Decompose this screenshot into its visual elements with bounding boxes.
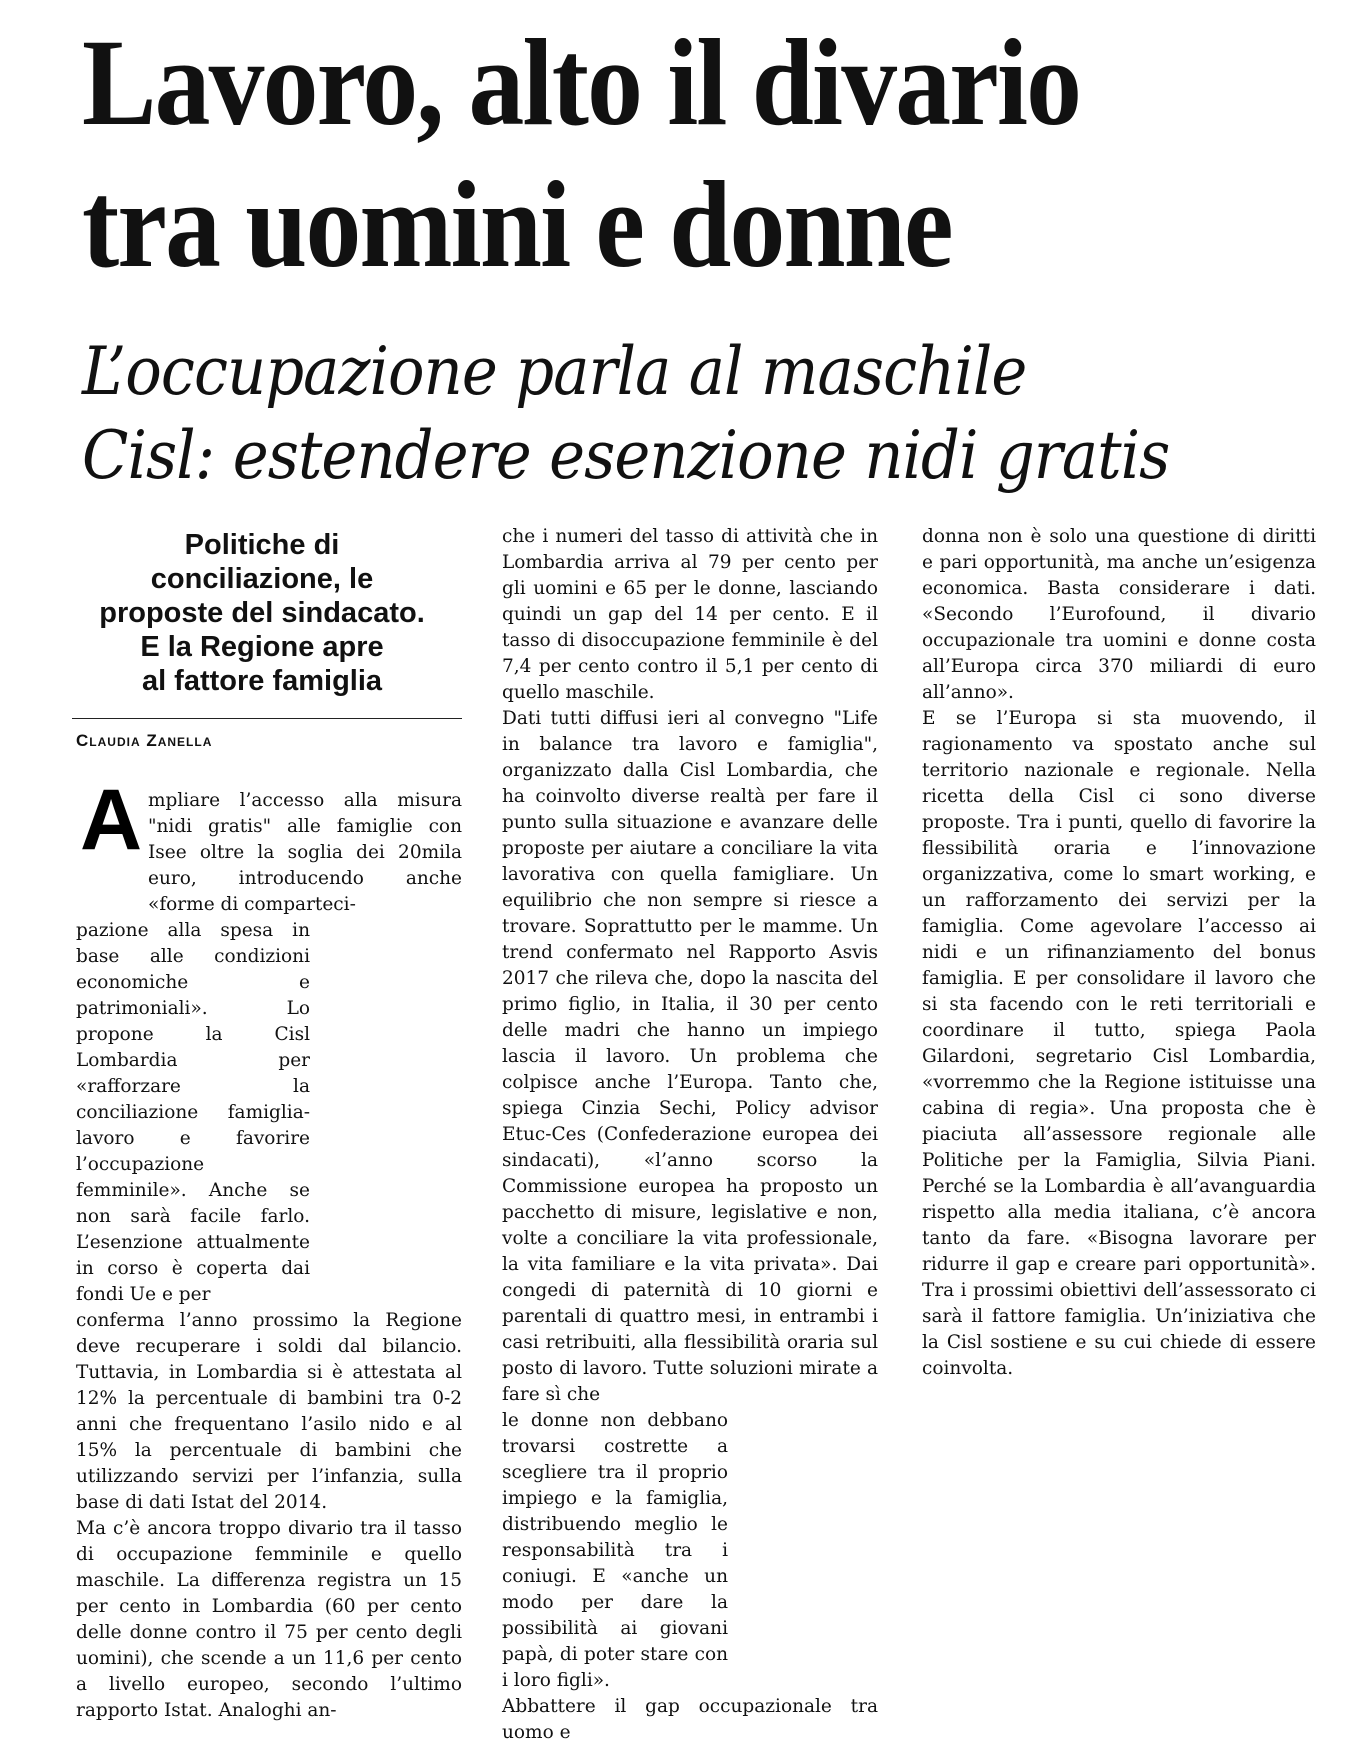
article-column-1 [76,772,462,1724]
headline-line-2: tra uomini e donne [82,156,952,293]
article-column-2 [502,524,878,1746]
column1-lead: mpliare l’accesso alla misura "nidi gratis" alle famiglie con Isee oltre la soglia dei 20mila euro, introducendo anche «forme di comparteci- [148,790,462,915]
column1-paragraph-1-end: conferma l’anno prossimo la Regione deve recuperare i soldi dal bilancio. Tuttavia, in Lombardia si è attestata al 12% la percentuale di bambini tra 0-2 anni che frequentano l’asilo nido e al 15% la percentuale di bambini che utilizzando servizi per l’infanzia, sulla base di dati Istat del 2014. [76,1310,462,1513]
subheadline [82,330,1250,498]
column2-narrow-text: le donne non debbano trovarsi costrette a scegliere tra il proprio impiego e la famiglia, distribuendo meglio le responsabilità tra i coniugi. E «anche un modo per dare la possibilità ai giovani papà, di poter stare con i loro figli». [502,1410,728,1691]
column1-narrow-text: pazione alla spesa in base alle condizioni economiche e patrimoniali». Lo propone la Cisl Lombardia per «rafforzare la conciliazione famiglia-lavoro e favorire l’occupazione femminile». Anche se non sarà facile farlo. L’esenzione attualmente in corso è coperta dai fondi Ue e per [76,920,310,1305]
headline [82,12,1225,296]
kicker [72,528,452,698]
kicker-line-1: Politiche di [184,529,340,561]
column3-paragraph-2: E se l’Europa si sta muovendo, il ragionamento va spostato anche sul territorio nazionale e regionale. Nella ricetta della Cisl ci sono diverse proposte. Tra i punti, quello di favorire la flessibilità oraria e l’innovazione organizzativa, come lo smart working, e un rafforzamento dei servizi per la famiglia. Come agevolare l’accesso ai nidi e un rifinanziamento del bonus famiglia. E per consolidare il lavoro che si sta facendo con le reti territoriali e coordinare il tutto, spiega Paola Gilardoni, segretario Cisl Lombardia, «vorremmo che la Regione istituisse una cabina di regia». Una proposta che è piaciuta all’assessore regionale alle Politiche per la Famiglia, Silvia Piani. Perché se la Lombardia è all’avanguardia rispetto alla media italiana, c’è ancora tanto da fare. «Bisogna lavorare per ridurre il gap e creare pari opportunità». Tra i prossimi obiettivi dell’assessorato ci sarà il fattore famiglia. Un’iniziativa che la Cisl sostiene e su cui chiede di essere coinvolta. [922,708,1316,1379]
article-column-3 [922,524,1316,1382]
subheadline-line-2: Cisl: estendere esenzione nidi gratis [82,417,1170,494]
column1-paragraph-2: Ma c’è ancora troppo divario tra il tasso di occupazione femminile e quello maschile. La differenza registra un 15 per cento in Lombardia (60 per cento delle donne contro il 75 per cento degli uomini), che scende a un 11,6 per cento a livello europeo, secondo l’ultimo rapporto Istat. Analoghi an- [76,1518,462,1721]
kicker-line-3: proposte del sindacato. [99,597,425,629]
headline-line-1: Lavoro, alto il divario [82,14,1081,151]
kicker-line-4: E la Regione apre [140,631,384,663]
kicker-line-2: conciliazione, le [150,563,374,595]
drop-cap: A [80,772,143,868]
subheadline-line-1: L’occupazione parla al maschile [82,333,1027,410]
column2-paragraph-1: che i numeri del tasso di attività che in Lombardia arriva al 79 per cento per gli uomini e 65 per le donne, lasciando quindi un gap del 14 per cento. E il tasso di disoccupazione femminile è del 7,4 per cento contro il 5,1 per cento di quello maschile. [502,526,878,703]
column3-paragraph-1: donna non è solo una questione di diritti e pari opportunità, ma anche un’esigenza economica. Basta considerare i dati. «Secondo l’Eurofound, il divario occupazionale tra uomini e donne costa all’Europa circa 370 miliardi di euro all’anno». [922,526,1316,703]
byline: Claudia Zanella [76,731,213,750]
column2-paragraph-3: Abbattere il gap occupazionale tra uomo e [502,1696,878,1743]
byline-divider [72,718,462,719]
kicker-line-5: al fattore famiglia [141,665,383,697]
column2-paragraph-2: Dati tutti diffusi ieri al convegno "Life in balance tra lavoro e famiglia", organizzato dalla Cisl Lombardia, che ha coinvolto diverse realtà per fare il punto sulla situazione e avanzare delle proposte per aiutare a conciliare la vita lavorativa con quella famigliare. Un equilibrio che non sempre si riesce a trovare. Soprattutto per le mamme. Un trend confermato nel Rapporto Asvis 2017 che rileva che, dopo la nascita del primo figlio, in Italia, il 30 per cento delle madri che hanno un impiego lascia il lavoro. Un problema che colpisce anche l’Europa. Tanto che, spiega Cinzia Sechi, Policy advisor Etuc-Ces (Confederazione europea dei sindacati), «l’anno scorso la Commissione europea ha proposto un pacchetto di misure, legislative e non, volte a conciliare la vita professionale, la vita familiare e la vita privata». Dai congedi di paternità di 10 giorni e parentali di quattro mesi, in entrambi i casi retribuiti, alla flessibilità oraria sul posto di lavoro. Tutte soluzioni mirate a fare sì che [502,708,878,1405]
